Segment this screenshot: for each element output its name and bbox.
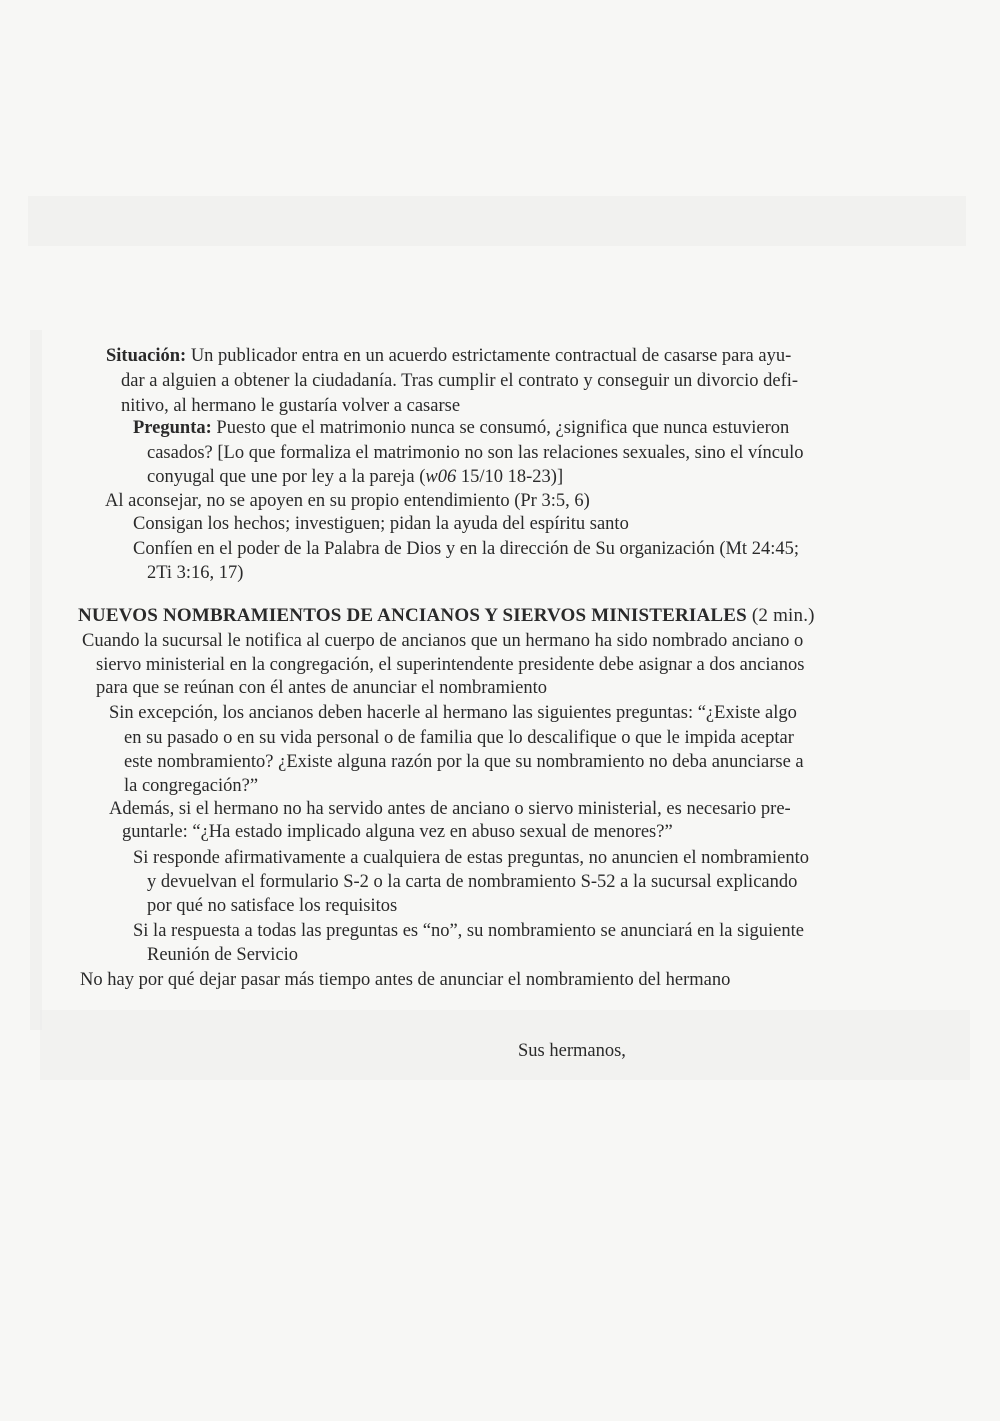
nombramientos-p5-l1: Si la respuesta a todas las preguntas es “no”, su nombramiento se anunciará en la siguiente	[133, 921, 804, 941]
nombramientos-p1-l2: siervo ministerial en la congregación, el superintendente presidente debe asignar a dos ancianos	[96, 655, 805, 675]
scan-shadow-top	[28, 196, 966, 246]
pregunta-reference: w06	[425, 467, 457, 487]
pregunta-text-1: Puesto que el matrimonio nunca se consumó, ¿significa que nunca estuvieron	[216, 418, 790, 438]
pregunta-line-1	[133, 416, 789, 440]
pregunta-text-3a: conyugal que une por ley a la pareja (	[147, 467, 426, 487]
pregunta-line-2: casados? [Lo que formaliza el matrimonio no son las relaciones sexuales, sino el vínculo	[147, 443, 804, 463]
nombramientos-p4-l3: por qué no satisface los requisitos	[147, 896, 398, 916]
nombramientos-p5-l2: Reunión de Servicio	[147, 945, 299, 965]
pregunta-label: Pregunta:	[133, 418, 212, 438]
situacion-line-3: nitivo, al hermano le gustaría volver a casarse	[121, 396, 461, 416]
scan-shadow-left	[30, 330, 42, 1030]
aconsejar-line-1: Al aconsejar, no se apoyen en su propio entendimiento (Pr 3:5, 6)	[105, 491, 590, 511]
nombramientos-p1-l1: Cuando la sucursal le notifica al cuerpo de ancianos que un hermano ha sido nombrado anciano o	[82, 631, 804, 651]
nombramientos-p6-l1: No hay por qué dejar pasar más tiempo antes de anunciar el nombramiento del hermano	[80, 970, 731, 990]
situacion-label: Situación:	[106, 346, 187, 366]
situacion-line-1	[106, 344, 791, 368]
pregunta-line-3	[147, 465, 563, 489]
section-title: NUEVOS NOMBRAMIENTOS DE ANCIANOS Y SIERVOS MINISTERIALES	[78, 605, 747, 626]
aconsejar-line-2: Consigan los hechos; investiguen; pidan la ayuda del espíritu santo	[133, 514, 629, 534]
nombramientos-p2-l4: la congregación?”	[124, 776, 259, 796]
scan-shadow-bottom	[40, 1010, 970, 1080]
nombramientos-p2-l3: este nombramiento? ¿Existe alguna razón por la que su nombramiento no deba anunciarse a	[124, 752, 804, 772]
aconsejar-line-4: 2Ti 3:16, 17)	[147, 563, 244, 583]
closing-signoff: Sus hermanos,	[518, 1041, 626, 1061]
situacion-line-2: dar a alguien a obtener la ciudadanía. Tras cumplir el contrato y conseguir un divorcio defi-	[121, 371, 799, 391]
nombramientos-p1-l3: para que se reúnan con él antes de anunciar el nombramiento	[96, 678, 548, 698]
pregunta-text-3b: 15/10 18-23)]	[456, 467, 564, 487]
section-duration: (2 min.)	[751, 605, 815, 626]
nombramientos-p2-l2: en su pasado o en su vida personal o de familia que lo descalifique o que le impida aceptar	[124, 728, 794, 748]
nombramientos-p3-l2: guntarle: “¿Ha estado implicado alguna vez en abuso sexual de menores?”	[122, 822, 673, 842]
nombramientos-p2-l1: Sin excepción, los ancianos deben hacerle al hermano las siguientes preguntas: “¿Existe algo	[109, 703, 797, 723]
situacion-text-1: Un publicador entra en un acuerdo estrictamente contractual de casarse para ayu-	[190, 346, 792, 366]
aconsejar-line-3: Confíen en el poder de la Palabra de Dios y en la dirección de Su organización (Mt 24:45;	[133, 539, 799, 559]
nombramientos-p3-l1: Además, si el hermano no ha servido antes de anciano o siervo ministerial, es necesario pre-	[109, 799, 791, 819]
section-heading	[78, 604, 815, 628]
nombramientos-p4-l1: Si responde afirmativamente a cualquiera de estas preguntas, no anuncien el nombramiento	[133, 848, 810, 868]
nombramientos-p4-l2: y devuelvan el formulario S-2 o la carta de nombramiento S-52 a la sucursal explicando	[147, 872, 798, 892]
